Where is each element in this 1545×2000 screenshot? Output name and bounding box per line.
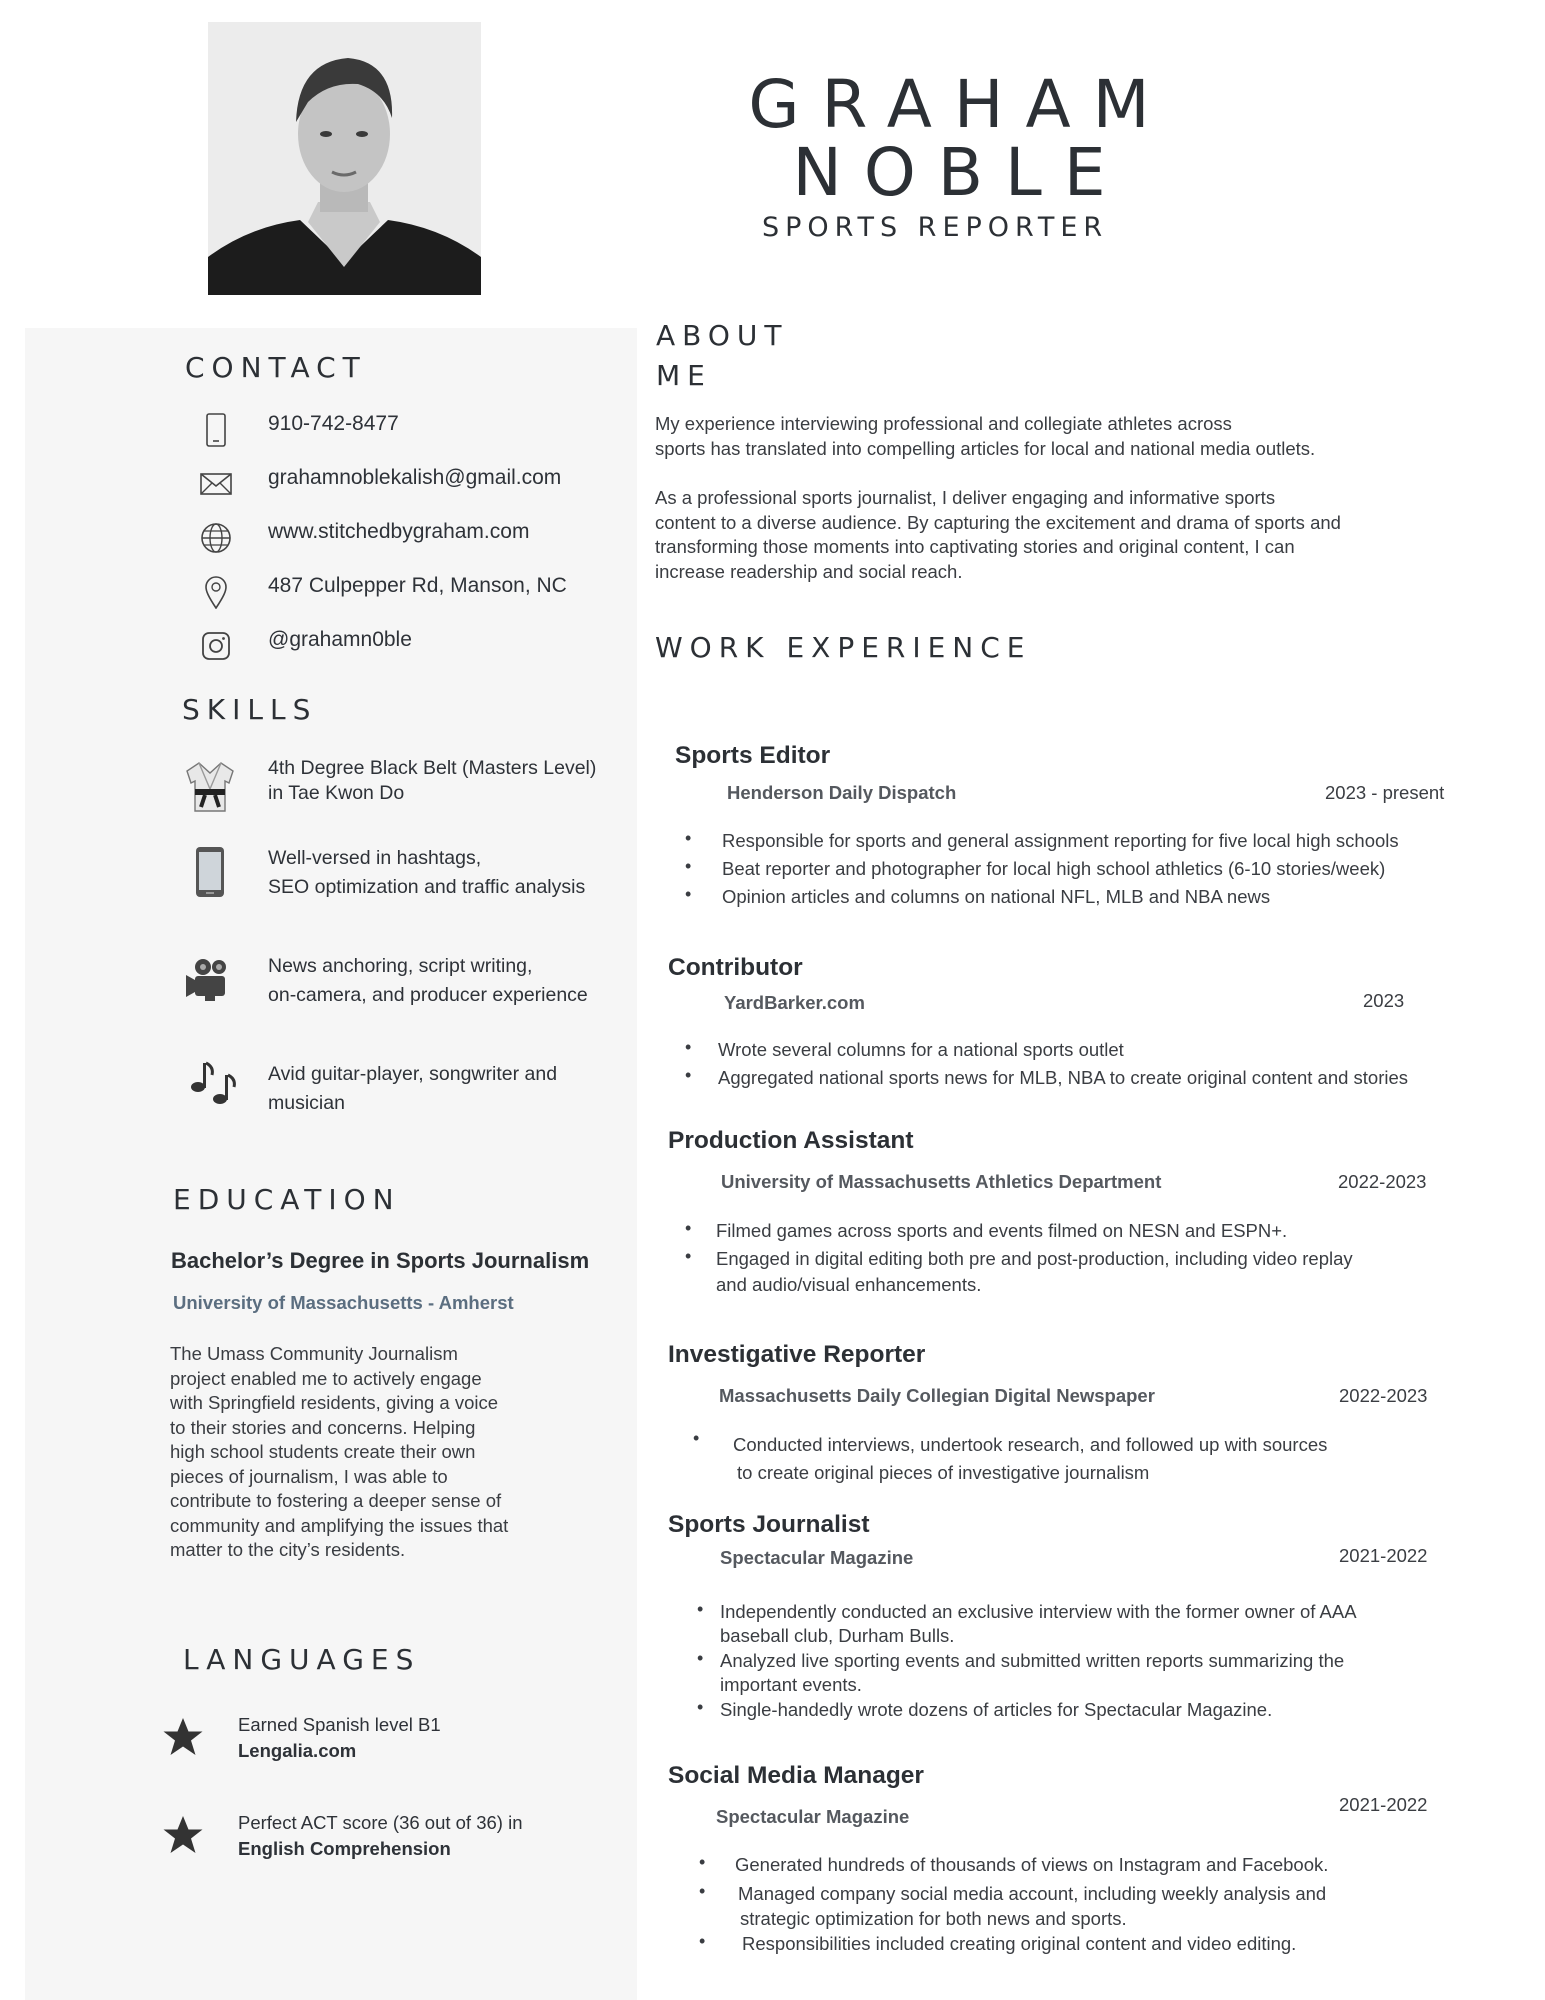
about-line: My experience interviewing professional and collegiate athletes across xyxy=(655,413,1232,434)
job-title: Sports Journalist xyxy=(668,1511,870,1538)
about-heading-line: ME xyxy=(656,359,712,392)
about-line: increase readership and social reach. xyxy=(655,560,963,582)
job-bullet: and audio/visual enhancements. xyxy=(716,1274,982,1295)
job-date: 2022-2023 xyxy=(1338,1171,1427,1192)
description-line: pieces of journalism, I was able to xyxy=(170,1465,448,1487)
job-bullet: important events. xyxy=(720,1674,862,1695)
job-bullet: Engaged in digital editing both pre and post-production, including video replay xyxy=(716,1248,1353,1269)
job-organization: Spectacular Magazine xyxy=(716,1806,910,1827)
bullet-dot: • xyxy=(693,1428,700,1448)
job-organization: University of Massachusetts Athletics Department xyxy=(721,1171,1162,1192)
job-bullet: Filmed games across sports and events filmed on NESN and ESPN+. xyxy=(716,1220,1288,1241)
description-line: project enabled me to actively engage xyxy=(170,1367,482,1389)
bullet-dot: • xyxy=(685,828,692,848)
language-item-source: Lengalia.com xyxy=(238,1740,357,1761)
job-bullet: Independently conducted an exclusive interview with the former owner of AAA xyxy=(720,1601,1357,1622)
job-bullet: Opinion articles and columns on national NFL, MLB and NBA news xyxy=(722,886,1271,907)
job-date: 2022-2023 xyxy=(1339,1385,1428,1406)
job-title: Production Assistant xyxy=(668,1127,914,1154)
job-date: 2023 xyxy=(1363,990,1405,1011)
contact-website[interactable]: www.stitchedbygraham.com xyxy=(268,520,530,543)
skill-line: on-camera, and producer experience xyxy=(268,984,588,1006)
bullet-dot: • xyxy=(685,1065,692,1085)
language-item-title: Earned Spanish level B1 xyxy=(238,1714,441,1735)
job-title: Sports Editor xyxy=(675,742,831,769)
description-line: matter to the city’s residents. xyxy=(170,1539,406,1560)
language-item-title: Perfect ACT score (36 out of 36) in xyxy=(238,1812,523,1833)
skill-item xyxy=(268,952,588,1010)
job-bullet: Wrote several columns for a national sports outlet xyxy=(718,1039,1124,1060)
job-date: 2023 - present xyxy=(1325,782,1445,803)
bullet-dot: • xyxy=(699,1881,706,1901)
job-bullet: to create original pieces of investigative journalism xyxy=(737,1462,1150,1483)
education-degree: Bachelor’s Degree in Sports Journalism xyxy=(171,1248,590,1273)
job-organization: YardBarker.com xyxy=(724,992,865,1013)
job-bullet: strategic optimization for both news and sports. xyxy=(740,1908,1127,1929)
skills-heading: SKILLS xyxy=(182,693,318,726)
music-notes-icon xyxy=(184,1056,240,1112)
martial-arts-uniform-icon xyxy=(182,758,238,814)
job-bullet: Single-handedly wrote dozens of articles for Spectacular Magazine. xyxy=(720,1699,1273,1720)
skill-line: Well-versed in hashtags, xyxy=(268,847,482,869)
skill-item xyxy=(268,844,585,902)
skill-line: in Tae Kwon Do xyxy=(268,782,405,804)
about-heading-line: ABOUT xyxy=(656,319,789,352)
about-paragraph-1 xyxy=(655,412,1395,461)
job-bullet: Managed company social media account, including weekly analysis and xyxy=(738,1883,1327,1904)
description-line: with Springfield residents, giving a voice xyxy=(170,1392,499,1413)
globe-icon xyxy=(188,510,244,566)
smartphone-icon xyxy=(182,844,238,900)
job-bullet: Aggregated national sports news for MLB, NBA to create original content and stories xyxy=(718,1067,1409,1088)
star-icon xyxy=(162,1814,204,1861)
description-line: contribute to fostering a deeper sense of xyxy=(170,1490,502,1511)
last-name: NOBLE xyxy=(792,134,1128,211)
job-organization: Spectacular Magazine xyxy=(720,1547,914,1568)
instagram-icon xyxy=(188,618,244,674)
about-heading xyxy=(656,316,789,396)
contact-address: 487 Culpepper Rd, Manson, NC xyxy=(268,574,567,597)
languages-heading: LANGUAGES xyxy=(183,1643,421,1676)
job-organization: Massachusetts Daily Collegian Digital Newspaper xyxy=(719,1385,1155,1406)
about-line: content to a diverse audience. By capturing the excitement and drama of sports and xyxy=(655,511,1341,533)
job-bullet: Analyzed live sporting events and submitted written reports summarizing the xyxy=(720,1650,1345,1671)
bullet-dot: • xyxy=(699,1852,706,1872)
job-date: 2021-2022 xyxy=(1339,1794,1428,1815)
language-item-source: English Comprehension xyxy=(238,1838,451,1859)
skill-item xyxy=(268,1060,557,1118)
description-line: to their stories and concerns. Helping xyxy=(170,1416,476,1438)
contact-email[interactable]: grahamnoblekalish@gmail.com xyxy=(268,466,562,489)
bullet-dot: • xyxy=(699,1931,706,1951)
skill-line: musician xyxy=(268,1092,345,1114)
bullet-dot: • xyxy=(697,1697,704,1717)
skill-item xyxy=(268,756,596,806)
job-title: Investigative Reporter xyxy=(668,1341,926,1368)
location-pin-icon xyxy=(188,564,244,620)
skill-line: Avid guitar-player, songwriter and xyxy=(268,1063,558,1085)
job-bullet: baseball club, Durham Bulls. xyxy=(720,1625,955,1646)
education-school: University of Massachusetts - Amherst xyxy=(173,1292,514,1313)
description-line: The Umass Community Journalism xyxy=(170,1343,458,1364)
job-role: SPORTS REPORTER xyxy=(762,212,1109,243)
skill-line: SEO optimization and traffic analysis xyxy=(268,876,586,898)
education-heading: EDUCATION xyxy=(173,1183,401,1216)
contact-heading: CONTACT xyxy=(185,351,367,384)
profile-photo xyxy=(208,22,481,295)
bullet-dot: • xyxy=(685,1246,692,1266)
job-bullet: Beat reporter and photographer for local high school athletics (6-10 stories/week) xyxy=(722,858,1386,879)
job-title: Social Media Manager xyxy=(668,1762,924,1789)
bullet-dot: • xyxy=(685,884,692,904)
skill-line: 4th Degree Black Belt (Masters Level) xyxy=(268,757,597,779)
about-paragraph-2 xyxy=(655,486,1395,584)
bullet-dot: • xyxy=(697,1648,704,1668)
movie-camera-icon xyxy=(182,952,238,1008)
job-organization: Henderson Daily Dispatch xyxy=(727,782,957,803)
job-bullet: Responsible for sports and general assignment reporting for five local high schools xyxy=(722,830,1399,851)
bullet-dot: • xyxy=(685,1037,692,1057)
mail-icon xyxy=(188,456,244,512)
skill-line: News anchoring, script writing, xyxy=(268,955,533,977)
bullet-dot: • xyxy=(697,1599,704,1619)
about-line: sports has translated into compelling articles for local and national media outlets. xyxy=(655,437,1316,459)
job-bullet: Responsibilities included creating original content and video editing. xyxy=(742,1933,1297,1954)
first-name: GRAHAM xyxy=(748,66,1172,143)
job-date: 2021-2022 xyxy=(1339,1545,1428,1566)
about-line: transforming those moments into captivating stories and original content, I can xyxy=(655,536,1295,557)
job-bullet: Generated hundreds of thousands of views on Instagram and Facebook. xyxy=(735,1854,1329,1875)
bullet-dot: • xyxy=(685,1218,692,1238)
star-icon xyxy=(162,1716,204,1763)
work-experience-heading: WORK EXPERIENCE xyxy=(655,631,1032,664)
job-bullet: Conducted interviews, undertook research, and followed up with sources xyxy=(733,1434,1328,1455)
phone-icon xyxy=(188,402,244,458)
job-title: Contributor xyxy=(668,954,803,981)
contact-instagram[interactable]: @grahamn0ble xyxy=(268,628,412,651)
bullet-dot: • xyxy=(685,856,692,876)
description-line: community and amplifying the issues that xyxy=(170,1514,509,1536)
contact-phone[interactable]: 910-742-8477 xyxy=(268,412,399,435)
about-line: As a professional sports journalist, I deliver engaging and informative sports xyxy=(655,487,1276,508)
description-line: high school students create their own xyxy=(170,1441,476,1462)
education-description xyxy=(170,1342,610,1563)
